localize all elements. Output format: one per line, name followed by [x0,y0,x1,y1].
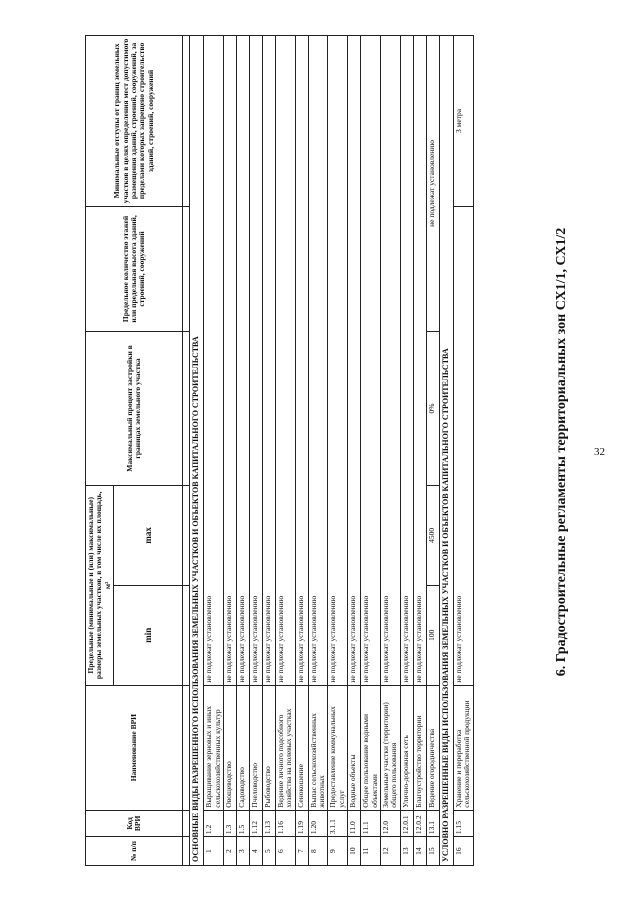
row-name: Ведение личного подсобного хозяйства на полевых участках [275,685,295,810]
table-row [223,36,236,866]
row-name: Улично-дорожная сеть [400,685,413,810]
row-num: 11 [361,837,381,866]
row-value: не подлежат установлению [223,36,236,686]
row-code: 12.0.1 [400,810,413,836]
table-row [308,36,328,866]
table-row [275,36,295,866]
row-num: 16 [453,837,473,866]
row-num: 2 [223,837,236,866]
row-code: 1.3 [223,810,236,836]
row-value: не подлежат установлению [308,36,328,686]
row-code: 1.19 [295,810,308,836]
section-conditional-title: УСЛОВНО РАЗРЕШЕННЫЕ ВИДЫ ИСПОЛЬЗОВАНИЯ ЗЕМЕЛЬНЫХ УЧАСТКОВ И ОБЪЕКТОВ КАПИТАЛЬНОГО СТРОИТЕЛЬСТВА [439,36,453,866]
page-number: 32 [594,446,605,458]
row-name: Выращивание зерновых и иных сельскохозяйственных культур [204,685,224,810]
row-num: 4 [249,837,262,866]
table-row [426,36,439,866]
header-percent: Максимальный процент застройки в границах земельного участка [86,331,183,485]
row-value: не подлежат установлению [413,36,426,686]
table-row [236,36,249,866]
row-value: не подлежат установлению [348,36,361,686]
row-name: Водные объекты [348,685,361,810]
row-value: не подлежат установлению [400,36,413,686]
row-num: 7 [295,837,308,866]
table-row [262,36,275,866]
row-code: 11.1 [361,810,381,836]
row-code: 1.20 [308,810,328,836]
row-value: не подлежат установлению [381,36,401,686]
row-value: не подлежат установлению [249,36,262,686]
table-row [381,36,401,866]
row-name: Земельные участки (территории) общего пользования [381,685,401,810]
row-code: 1.16 [275,810,295,836]
row-name: Овощеводство [223,685,236,810]
row-num: 13 [400,837,413,866]
row-value: не подлежат установлению [204,36,224,686]
table-row [453,36,473,866]
table-row [400,36,413,866]
row-name: Предоставление коммунальных услуг [328,685,348,810]
row-code: 1.12 [249,810,262,836]
row-value: не подлежат установлению [453,206,473,685]
header-max: max [114,485,183,585]
row-code: 1.2 [204,810,224,836]
row-code: 12.0 [381,810,401,836]
header-size-group: Предельные (минимальные и (или) максимальные) размеры земельных участков, в том числе их площадь, м² [86,485,114,685]
row-num: 3 [236,837,249,866]
row-value: не подлежат установлению [275,36,295,686]
table-row [413,36,426,866]
header-floors: Предельное количество этажей или предельная высота зданий, строений, сооружений [86,206,183,331]
row-code: 13.1 [426,810,439,836]
header-code: Код ВРИ [86,810,183,836]
row-name: Выпас сельскохозяйственных животных [308,685,328,810]
header-num: № п/п [86,837,183,866]
row-num: 5 [262,837,275,866]
row-code: 11.0 [348,810,361,836]
row-name: Благоустройство территории [413,685,426,810]
row-num: 10 [348,837,361,866]
table-body [190,36,473,866]
row-min: 100 [426,585,439,685]
row-num: 1 [204,837,224,866]
row-floors-setbacks: не подлежат установлению [426,36,439,332]
row-value: не подлежат установлению [236,36,249,686]
table-row [295,36,308,866]
row-value: не подлежат установлению [262,36,275,686]
row-num: 9 [328,837,348,866]
row-name: Ведение огородничества [426,685,439,810]
row-name: Хранение и переработка сельскохозяйственной продукции [453,685,473,810]
row-name: Общее пользование водными объектами [361,685,381,810]
row-code: 12.0.2 [413,810,426,836]
header-name: Наименование ВРИ [86,685,183,810]
row-num: 8 [308,837,328,866]
regulations-table [85,35,474,866]
table-row [249,36,262,866]
table-row [204,36,224,866]
row-code: 1.15 [453,810,473,836]
row-name: Сенокошение [295,685,308,810]
row-code: 1.13 [262,810,275,836]
row-value: не подлежат установлению [328,36,348,686]
row-name: Садоводство [236,685,249,810]
header-spacer [183,36,190,866]
row-code: 3.1.1 [328,810,348,836]
header-setbacks: Минимальные отступы от границ земельных участков в целях определения мест допустимого размещения зданий, строений, сооружений, за пределами которых запрещено строительство зданий, строений, сооружений [86,36,183,207]
table-row [348,36,361,866]
row-value: не подлежат установлению [361,36,381,686]
table-row [361,36,381,866]
row-percent: 0% [426,331,439,485]
row-num: 14 [413,837,426,866]
row-value: не подлежат установлению [295,36,308,686]
row-num: 6 [275,837,295,866]
row-num: 12 [381,837,401,866]
section-main-title: ОСНОВНЫЕ ВИДЫ РАЗРЕШЕННОГО ИСПОЛЬЗОВАНИЯ ЗЕМЕЛЬНЫХ УЧАСТКОВ И ОБЪЕКТОВ КАПИТАЛЬНОГО СТРОИТЕЛЬСТВА [190,36,204,866]
row-num: 15 [426,837,439,866]
table-row [328,36,348,866]
regulations-table-rotated [85,35,550,866]
row-name: Пчеловодство [249,685,262,810]
row-name: Рыбоводство [262,685,275,810]
document-title: 6. Градостроительные регламенты территориальных зон СХ1/1, СХ1/2 [554,227,569,677]
row-setback: 3 метра [453,36,473,207]
row-code: 1.5 [236,810,249,836]
header-min: min [114,585,183,685]
row-max: 4500 [426,485,439,585]
